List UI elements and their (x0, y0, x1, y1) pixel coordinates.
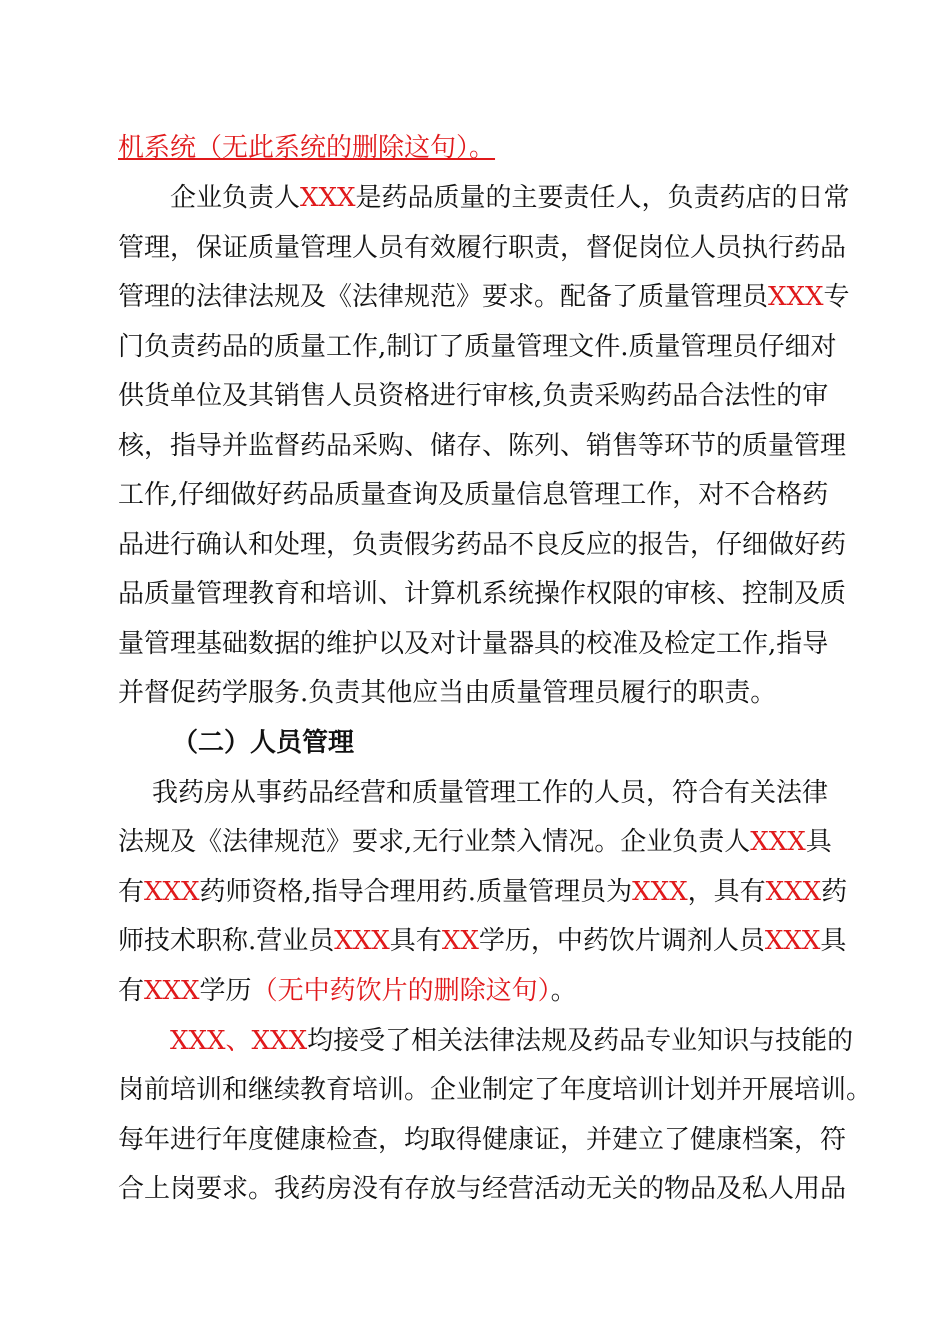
placeholder-xxx: XXX (768, 282, 824, 312)
text-line: 供货单位及其销售人员资格进行审核,负责采购药品合法性的审 (118, 381, 829, 411)
placeholder-xxx: XXX (764, 926, 821, 956)
text-span: 具有 (389, 926, 442, 956)
placeholder-xxx: XXX (765, 877, 822, 907)
section-heading: （二）人员管理 (172, 728, 355, 758)
text-span: 学历 (199, 976, 252, 1006)
text-line: 每年进行年度健康检查，均取得健康证，并建立了健康档案，符 (118, 1125, 847, 1155)
text-span: 企业负责人 (170, 183, 301, 213)
text-line (118, 971, 838, 1011)
text-span: 法规及《法律规范》要求,无行业禁入情况。企业负责人 (118, 827, 751, 857)
placeholder-xxx: XXX (144, 976, 200, 1006)
text-span: 学历，中药饮片调剂人员 (478, 926, 765, 956)
text-line: 品进行确认和处理，负责假劣药品不良反应的报告，仔细做好药 (118, 530, 847, 560)
text-line (118, 921, 847, 961)
placeholder-xxx: XXX (300, 183, 356, 213)
placeholder-xxx: XXX (334, 926, 390, 956)
text-line (170, 178, 850, 218)
text-line: 管理，保证质量管理人员有效履行职责，督促岗位人员执行药品 (118, 233, 847, 263)
text-line: 门负责药品的质量工作,制订了质量管理文件.质量管理员仔细对 (118, 332, 837, 362)
text-line: 岗前培训和继续教育培训。企业制定了年度培训计划并开展培训。 (118, 1075, 873, 1105)
text-line (170, 1021, 854, 1061)
text-span: 具 (805, 827, 832, 857)
text-span: 具 (820, 926, 847, 956)
text-span: 药师资格,指导合理用药.质量管理员为 (199, 877, 633, 907)
text-span: 。 (469, 133, 496, 163)
text-span: 均接受了相关法律法规及药品专业知识与技能的 (307, 1026, 854, 1056)
text-span: 有 (118, 877, 145, 907)
text-span: 有 (118, 976, 145, 1006)
text-span: 。 (550, 976, 577, 1006)
red-note: 机系统（无此系统的删除这句） (118, 133, 470, 163)
text-line: 我药房从事药品经营和质量管理工作的人员，符合有关法律 (152, 778, 829, 808)
placeholder-xxx: XXX (170, 1026, 226, 1056)
text-span: 管理的法律法规及《法律规范》要求。配备了质量管理员 (118, 282, 769, 312)
placeholder-xxx: XXX (251, 1026, 308, 1056)
text-span: 专 (823, 282, 850, 312)
text-line (118, 872, 848, 912)
placeholder-xxx: XXX (750, 827, 806, 857)
text-span: 师技术职称.营业员 (118, 926, 335, 956)
placeholder-xxx: XXX (632, 877, 688, 907)
placeholder-xx: XX (441, 926, 479, 956)
text-line (118, 277, 850, 317)
text-line: 量管理基础数据的维护以及对计量器具的校准及检定工作,指导 (118, 629, 829, 659)
text-line: 核，指导并监督药品采购、储存、陈列、销售等环节的质量管理 (118, 431, 847, 461)
placeholder-xxx: XXX (144, 877, 200, 907)
text-line (118, 128, 838, 168)
text-span: 、 (225, 1026, 252, 1056)
text-line: 并督促药学服务.负责其他应当由质量管理员履行的职责。 (118, 678, 777, 708)
text-span: 是药品质量的主要责任人，负责药店的日常 (355, 183, 850, 213)
red-note: （无中药饮片的删除这句） (251, 976, 551, 1006)
text-span: 药 (821, 877, 848, 907)
text-span: ，具有 (687, 877, 766, 907)
text-line: 合上岗要求。我药房没有存放与经营活动无关的物品及私人用品 (118, 1174, 847, 1204)
text-line: 工作,仔细做好药品质量查询及质量信息管理工作，对不合格药 (118, 480, 829, 510)
text-line: 品质量管理教育和培训、计算机系统操作权限的审核、控制及质 (118, 579, 847, 609)
text-line (118, 822, 838, 862)
